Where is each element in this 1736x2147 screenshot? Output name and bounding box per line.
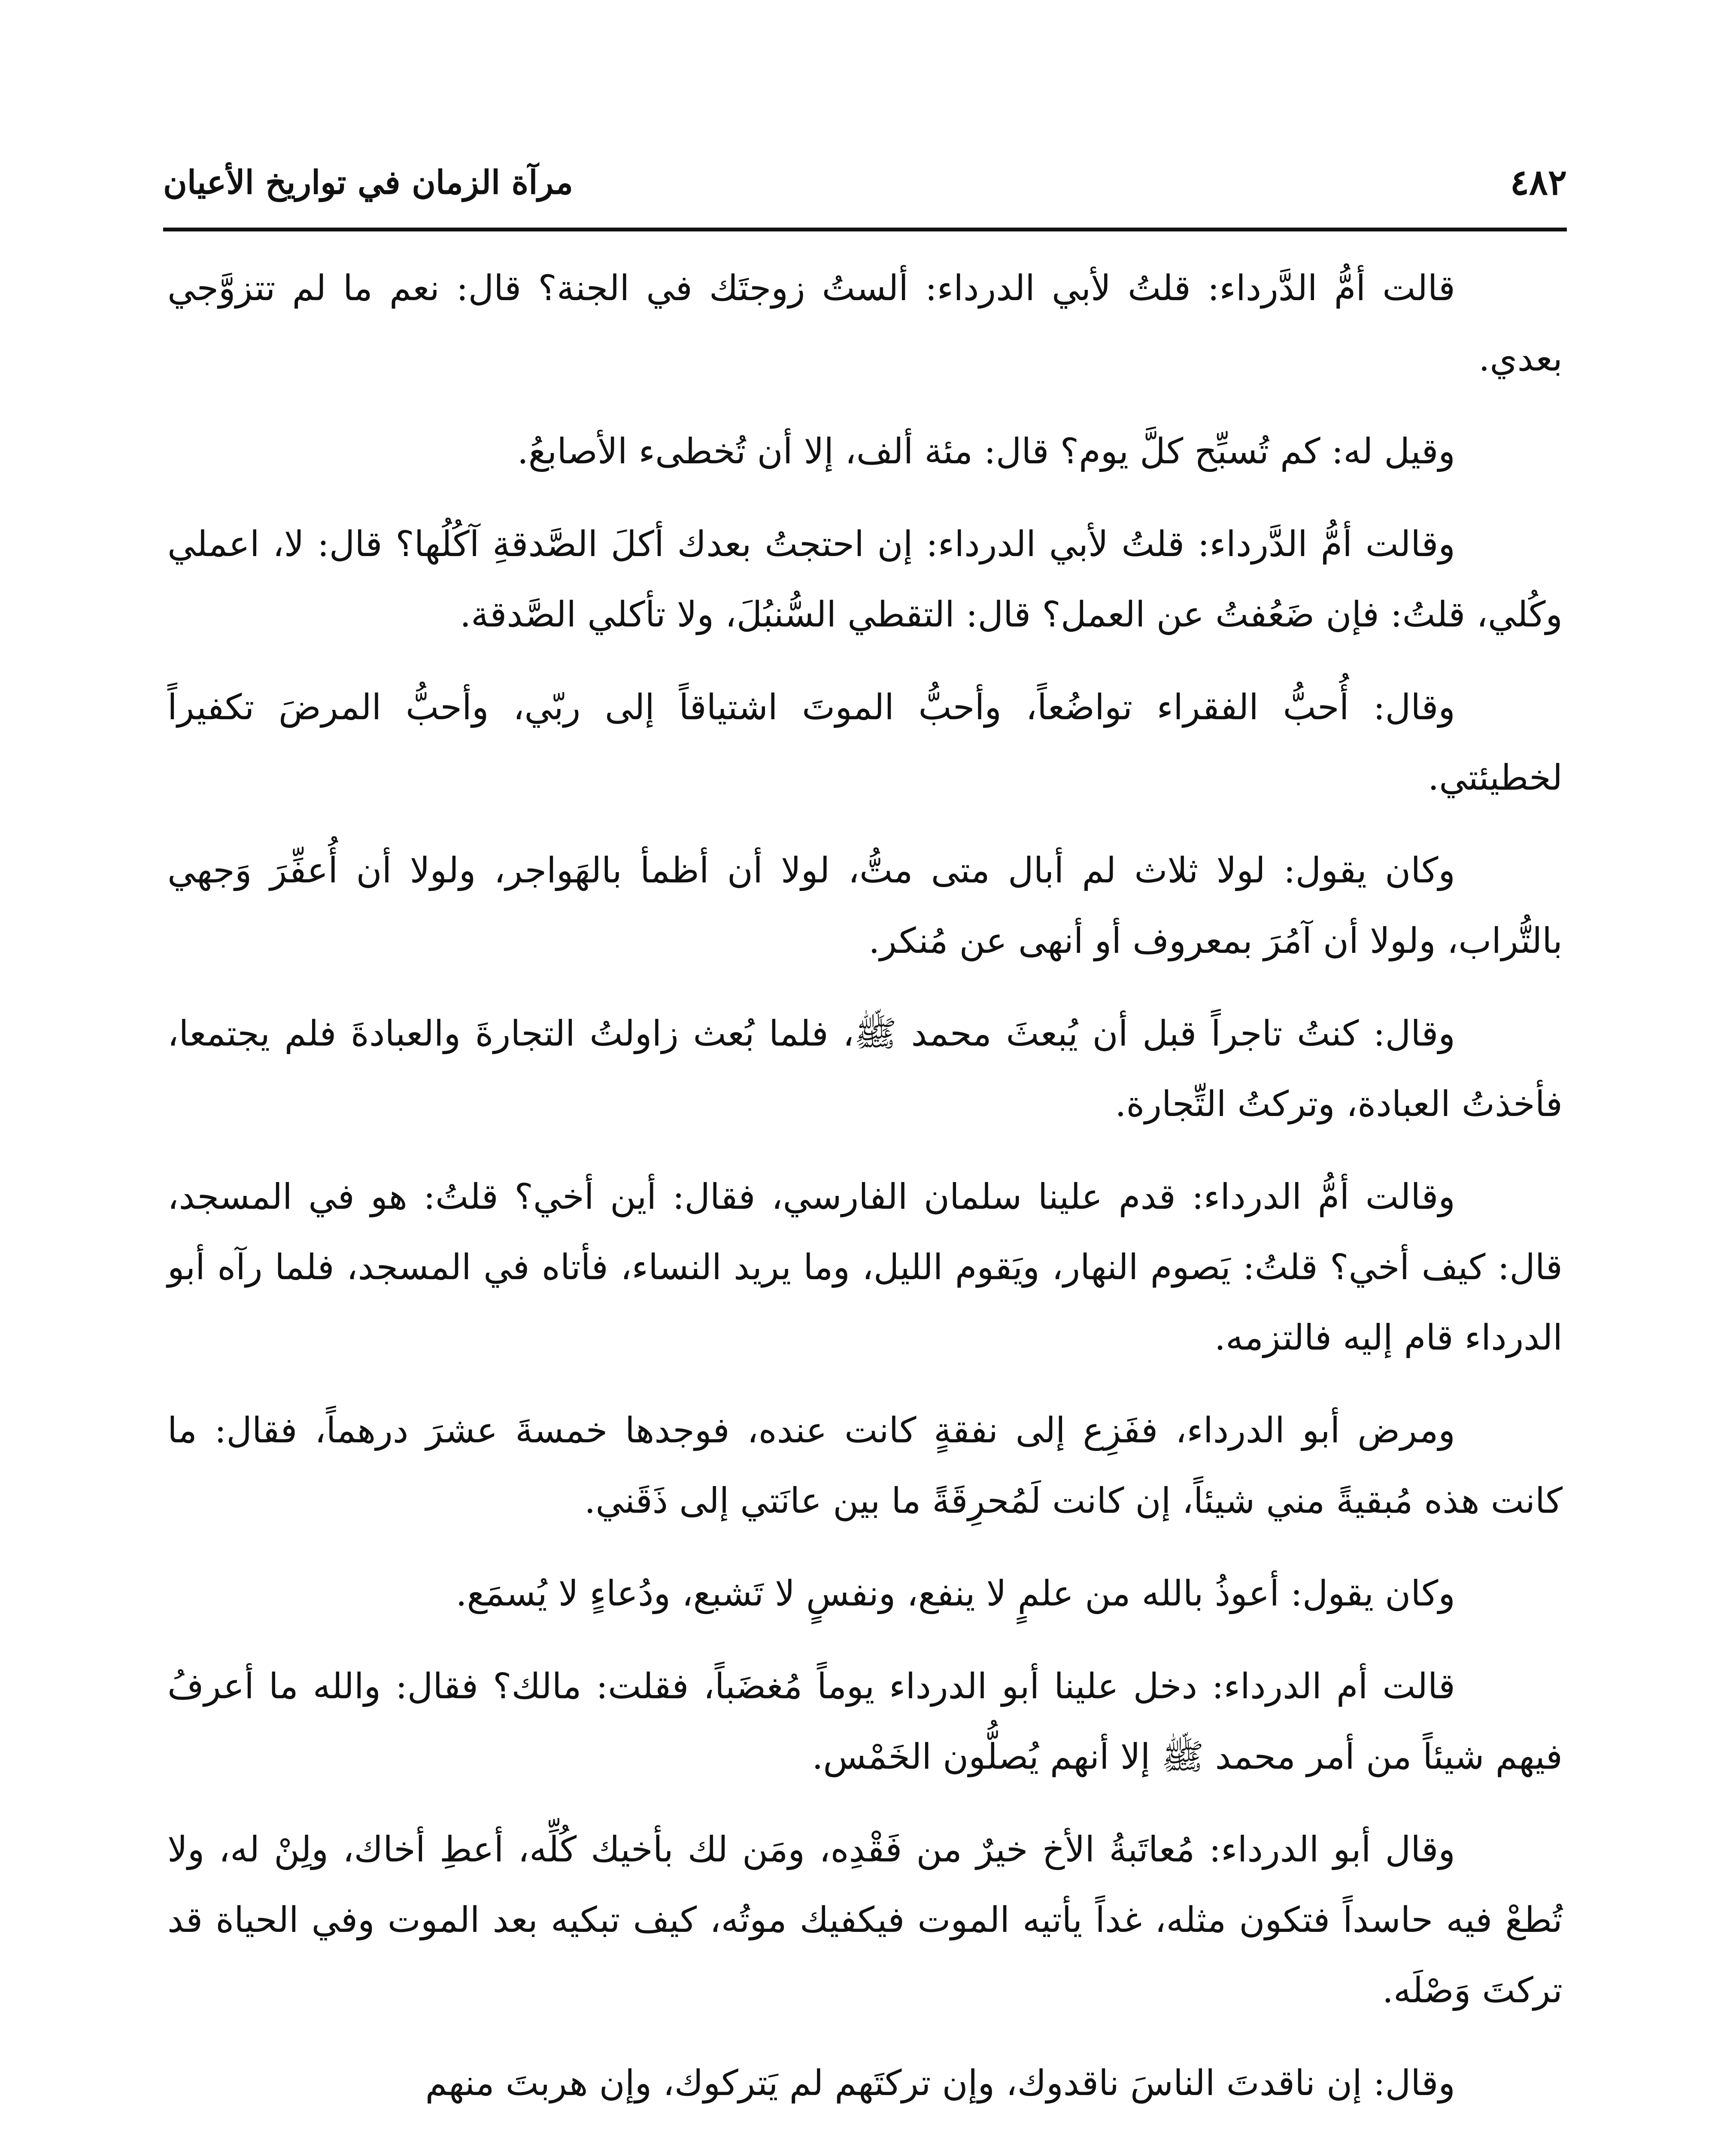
paragraph: وقال: إن ناقدتَ الناسَ ناقدوك، وإن تركتَهم لم يَتركوك، وإن هربتَ منهم (425, 2063, 1455, 2104)
paragraph: وقالت أمُّ الدرداء: قدم علينا سلمان الفارسي، فقال: أين أخي؟ قلتُ: هو في المسجد، قال: كيف أخي؟ قلتُ: يَصوم النهار، ويَقوم الليل، وما يريد النساء، فأتاه في المسجد، فلما رآه أبو الدرداء قام إليه فالتزمه. (167, 1177, 1563, 1358)
paragraph: ومرض أبو الدرداء، ففَزِع إلى نفقةٍ كانت عنده، فوجدها خمسةَ عشرَ درهماً، فقال: ما كانت هذه مُبقيةً مني شيئاً، إن كانت لَمُحرِقَةً ما بين عانَتي إلى ذَقَني. (167, 1410, 1563, 1521)
paragraph: وقال أبو الدرداء: مُعاتَبةُ الأخ خيرٌ من فَقْدِه، ومَن لك بأخيك كُلِّه، أعطِ أخاك، ولِنْ له، ولا تُطعْ فيه حاسداً فتكون مثله، غداً يأتيه الموت فيكفيك موتُه، كيف تبكيه بعد الموت وفي الحياة قد تركتَ وَصْلَه. (167, 1829, 1563, 2011)
paragraph: وكان يقول: أعوذُ بالله من علمٍ لا ينفع، ونفسٍ لا تَشبع، ودُعاءٍ لا يُسمَع. (455, 1573, 1455, 1614)
paragraph: قالت أمُّ الدَّرداء: قلتُ لأبي الدرداء: ألستُ زوجتَك في الجنة؟ قال: نعم ما لم تتزوَّجي بعدي. (167, 268, 1563, 379)
paragraph: وكان يقول: لولا ثلاث لم أبال متى متُّ، لولا أن أظمأ بالهَواجر، ولولا أن أُعفِّرَ وَجهي بالتُّراب، ولولا أن آمُرَ بمعروف أو أنهى عن مُنكر. (167, 850, 1563, 961)
running-title: مرآة الزمان في تواريخ الأعيان (163, 163, 574, 201)
paragraph: وقال: أُحبُّ الفقراء تواضُعاً، وأحبُّ الموتَ اشتياقاً إلى ربّي، وأحبُّ المرضَ تكفيراً لخطيئتي. (167, 687, 1563, 798)
header-divider (163, 228, 1567, 231)
paragraph: وقال: كنتُ تاجراً قبل أن يُبعثَ محمد ﷺ، فلما بُعث زاولتُ التجارةَ والعبادةَ فلم يجتمعا، فأخذتُ العبادة، وتركتُ التِّجارة. (167, 1013, 1563, 1125)
paragraph: قالت أم الدرداء: دخل علينا أبو الدرداء يوماً مُغضَباً، فقلت: مالك؟ فقال: والله ما أعرفُ فيهم شيئاً من أمر محمد ﷺ إلا أنهم يُصلُّون الخَمْس. (167, 1666, 1563, 1777)
paragraph: وقالت أمُّ الدَّرداء: قلتُ لأبي الدرداء: إن احتجتُ بعدك أكلَ الصَّدقةِ آكُلُها؟ قال: لا، اعملي وكُلي، قلتُ: فإن ضَعُفتُ عن العمل؟ قال: التقطي السُّنبُلَ، ولا تأكلي الصَّدقة. (167, 524, 1563, 635)
page-number: ٤٨٢ (1510, 162, 1567, 203)
paragraph: وقيل له: كم تُسبِّح كلَّ يوم؟ قال: مئة ألف، إلا أن تُخطىء الأصابعُ. (517, 431, 1455, 472)
page-header (163, 155, 1567, 219)
page-body (167, 253, 1563, 2119)
